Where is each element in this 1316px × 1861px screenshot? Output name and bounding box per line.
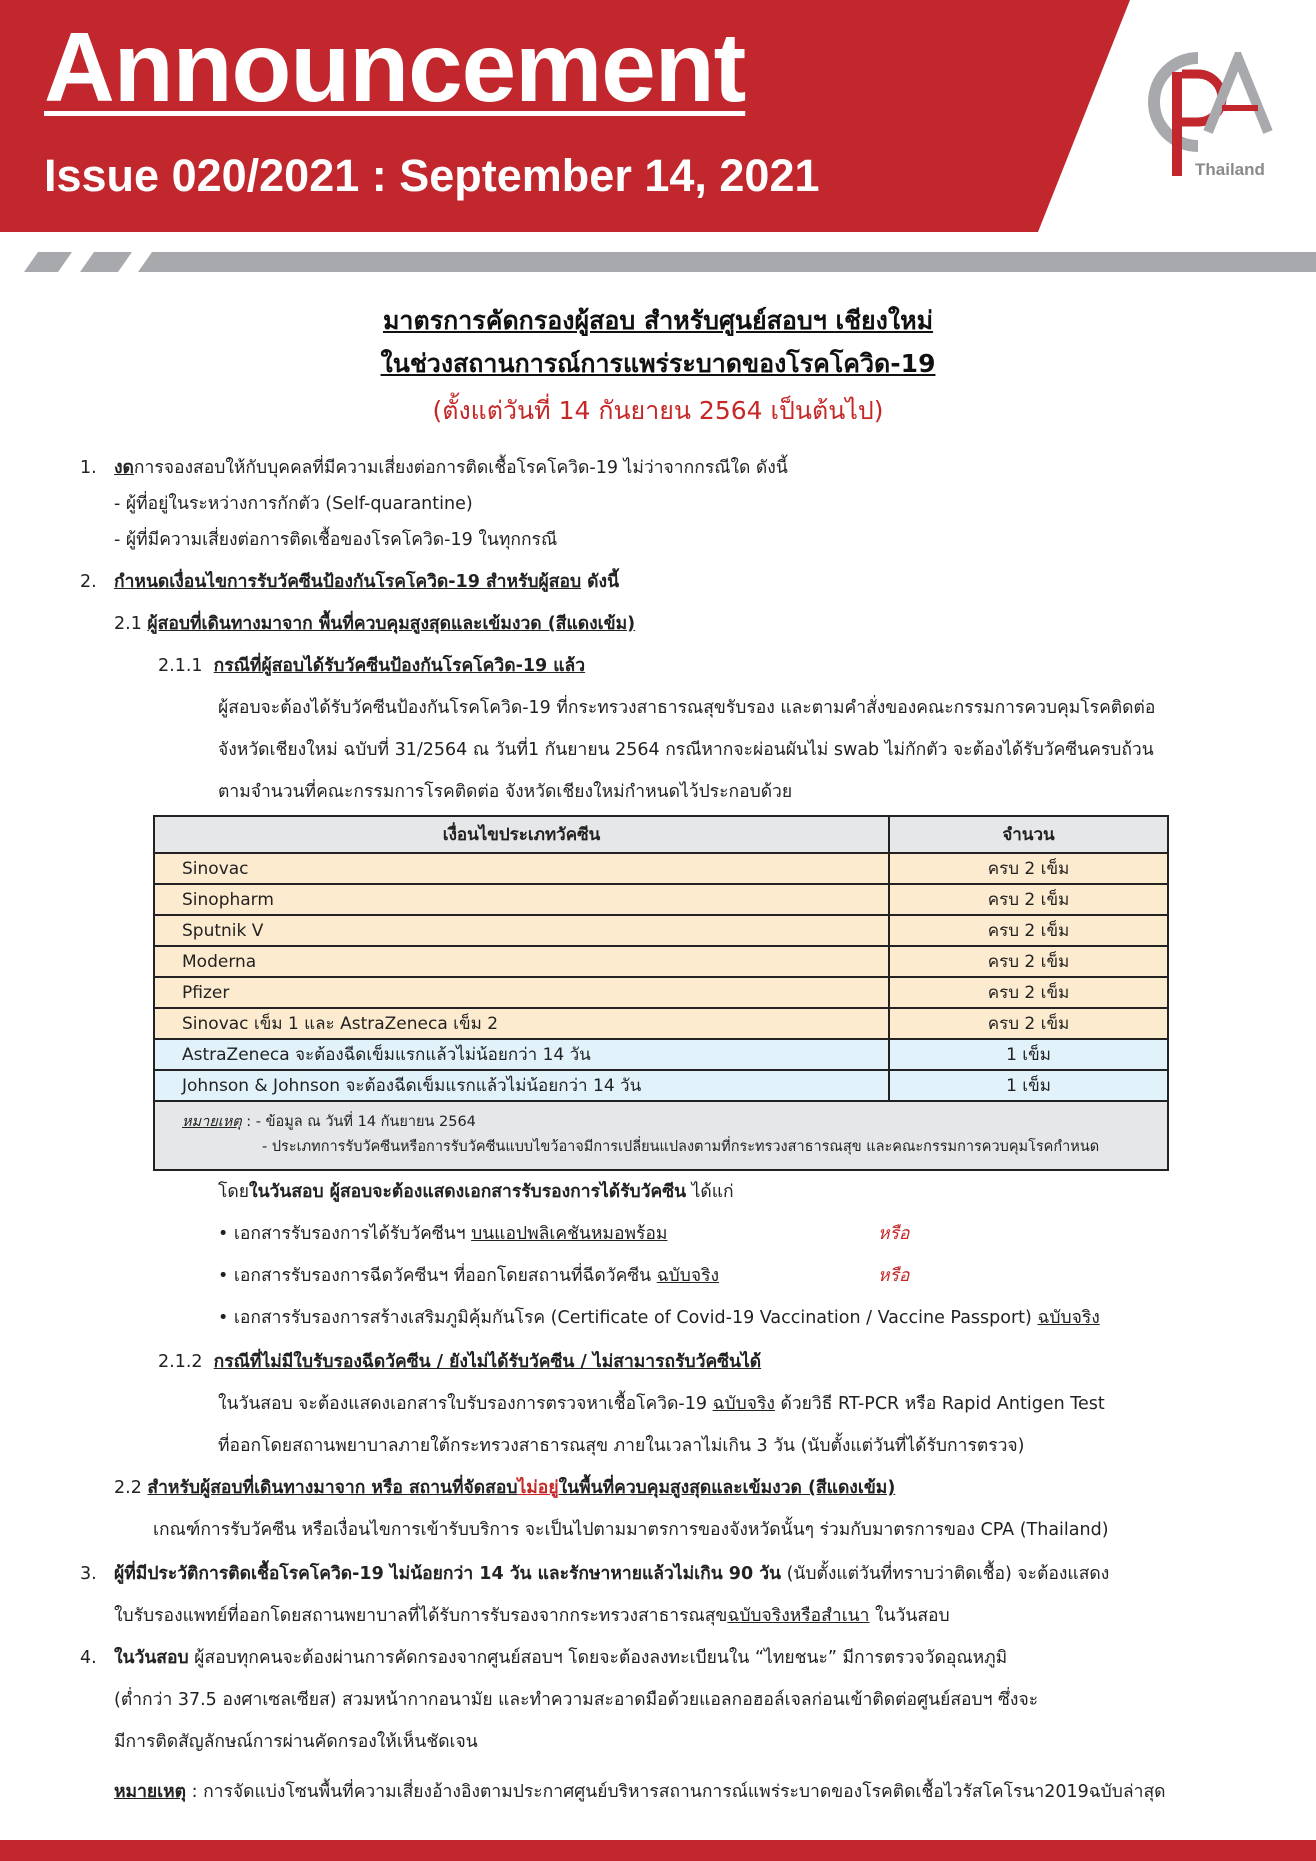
vaccine-amount: ครบ 2 เข็ม — [889, 884, 1168, 915]
issue-label: Issue 020/2021 : September 14, 2021 — [44, 150, 820, 201]
vaccine-name: Johnson & Johnson จะต้องฉีดเข็มแรกแล้วไม่น้อยกว่า 14 วัน — [154, 1070, 889, 1101]
table-note-row — [154, 1101, 1168, 1170]
vaccine-name: Sinopharm — [154, 884, 889, 915]
section-3-number: 3. — [80, 1564, 97, 1584]
section-4-text-2: (ต่ำกว่า 37.5 องศาเซลเซียส) สวมหน้ากากอนามัย และทำความสะอาดมือด้วยแอลกอฮอล์เจลก่อนเข้าติดต่อศูนย์สอบฯ ซึ่งจะ — [114, 1690, 1039, 1710]
vaccine-name: Moderna — [154, 946, 889, 977]
section-2-1-1-paragraph-2: จังหวัดเชียงใหม่ ฉบับที่ 31/2564 ณ วันที่1 กันยายน 2564 กรณีหากจะผ่อนผันไม่ swab ไม่กักตัว จะต้องได้รับวัคซีนครบถ้วน — [218, 740, 1154, 760]
vaccine-amount: ครบ 2 เข็ม — [889, 915, 1168, 946]
vaccine-amount: ครบ 2 เข็ม — [889, 1008, 1168, 1039]
table-note: หมายเหตุ : - ข้อมูล ณ วันที่ 14 กันยายน 2564 - ประเภทการรับวัคซีนหรือการรับวัคซีนแบบไขว้อาจมีการเปลี่ยนแปลงตามที่กระทรวงสาธารณสุข และคณะกรรมการควบคุมโรคกำหนด — [154, 1101, 1168, 1170]
section-2-1-2-heading: 2.1.2 กรณีที่ไม่มีใบรับรองฉีดวัคซีน / ยังไม่ได้รับวัคซีน / ไม่สามารถรับวัคซีนได้ — [158, 1352, 762, 1372]
table-row — [154, 1039, 1168, 1070]
table-row — [154, 946, 1168, 977]
table-row — [154, 1070, 1168, 1101]
documents-or-1: หรือ — [878, 1224, 910, 1244]
table-row — [154, 853, 1168, 884]
vaccine-amount: ครบ 2 เข็ม — [889, 946, 1168, 977]
section-2-1-1-heading: 2.1.1 กรณีที่ผู้สอบได้รับวัคซีนป้องกันโรคโควิด-19 แล้ว — [158, 656, 586, 676]
table-header-amount: จำนวน — [889, 816, 1168, 853]
section-2-1-2-paragraph-2: ที่ออกโดยสถานพยาบาลภายใต้กระทรวงสาธารณสุข ภายในเวลาไม่เกิน 3 วัน (นับตั้งแต่วันที่ได้รับการตรวจ) — [218, 1436, 1025, 1456]
documents-bullet-3: • เอกสารรับรองการสร้างเสริมภูมิคุ้มกันโรค (Certificate of Covid-19 Vaccination / Vaccine Passport) ฉบับจริง — [218, 1308, 1100, 1328]
table-row — [154, 915, 1168, 946]
vaccine-amount: 1 เข็ม — [889, 1039, 1168, 1070]
section-1-number: 1. — [80, 458, 97, 478]
section-3-text-2: ใบรับรองแพทย์ที่ออกโดยสถานพยาบาลที่ได้รับการรับรองจากกระทรวงสาธารณสุขฉบับจริงหรือสำเนา ในวันสอบ — [114, 1606, 950, 1626]
section-1-text: งดการจองสอบให้กับบุคคลที่มีความเสี่ยงต่อการติดเชื้อโรคโควิด-19 ไม่ว่าจากกรณีใด ดังนี้ — [114, 458, 788, 478]
documents-bullet-2: • เอกสารรับรองการฉีดวัคซีนฯ ที่ออกโดยสถานที่ฉีดวัคซีน ฉบับจริง — [218, 1266, 720, 1286]
documents-or-2: หรือ — [878, 1266, 910, 1286]
logo-thailand-text: Thailand — [1195, 160, 1265, 179]
section-2-1-1-paragraph-3: ตามจำนวนที่คณะกรรมการโรคติดต่อ จังหวัดเชียงใหม่กำหนดไว้ประกอบด้วย — [218, 782, 793, 802]
document-title-line2: ในช่วงสถานการณ์การแพร่ระบาดของโรคโควิด-19 — [380, 349, 936, 378]
vaccine-name: AstraZeneca จะต้องฉีดเข็มแรกแล้วไม่น้อยกว่า 14 วัน — [154, 1039, 889, 1070]
section-2-1-2-paragraph-1: ในวันสอบ จะต้องแสดงเอกสารใบรับรองการตรวจหาเชื้อโควิด-19 ฉบับจริง ด้วยวิธี RT-PCR หรือ Rapid Antigen Test — [218, 1394, 1105, 1414]
table-header-vaccine: เงื่อนไขประเภทวัคซีน — [154, 816, 889, 853]
vaccine-amount: ครบ 2 เข็ม — [889, 853, 1168, 884]
table-row — [154, 1008, 1168, 1039]
table-header-row — [154, 816, 1168, 853]
section-2-1-heading: 2.1 ผู้สอบที่เดินทางมาจาก พื้นที่ควบคุมสูงสุดและเข้มงวด (สีแดงเข้ม) — [114, 614, 636, 634]
section-2-1-1-paragraph-1: ผู้สอบจะต้องได้รับวัคซีนป้องกันโรคโควิด-19 ที่กระทรวงสาธารณสุขรับรอง และตามคำสั่งของคณะกรรมการควบคุมโรคติดต่อ — [218, 698, 1156, 718]
vaccine-name: Pfizer — [154, 977, 889, 1008]
document-title-line1: มาตรการคัดกรองผู้สอบ สำหรับศูนย์สอบฯ เชียงใหม่ — [382, 306, 934, 335]
section-4-number: 4. — [80, 1648, 97, 1668]
table-row — [154, 884, 1168, 915]
final-note: หมายเหตุ : การจัดแบ่งโซนพื้นที่ความเสี่ยงอ้างอิงตามประกาศศูนย์บริหารสถานการณ์แพร่ระบาดของโรคติดเชื้อไวรัสโคโรนา2019ฉบับล่าสุด — [114, 1782, 1166, 1802]
section-3-text-1: ผู้ที่มีประวัติการติดเชื้อโรคโควิด-19 ไม่น้อยกว่า 14 วัน และรักษาหายแล้วไม่เกิน 90 วัน (นับตั้งแต่วันที่ทราบว่าติดเชื้อ) จะต้องแสดง — [114, 1564, 1110, 1584]
section-2-number: 2. — [80, 572, 97, 592]
section-1-bullet-2: - ผู้ที่มีความเสี่ยงต่อการติดเชื้อของโรคโควิด-19 ในทุกกรณี — [114, 530, 558, 550]
vaccine-amount: ครบ 2 เข็ม — [889, 977, 1168, 1008]
section-4-text-3: มีการติดสัญลักษณ์การผ่านคัดกรองให้เห็นชัดเจน — [114, 1732, 478, 1752]
vaccine-table — [153, 815, 1169, 1171]
section-2-title: กำหนดเงื่อนไขการรับวัคซีนป้องกันโรคโควิด-19 สำหรับผู้สอบ ดังนี้ — [114, 572, 620, 592]
vaccine-amount: 1 เข็ม — [889, 1070, 1168, 1101]
section-2-2-paragraph: เกณฑ์การรับวัคซีน หรือเงื่อนไขการเข้ารับบริการ จะเป็นไปตามมาตรการของจังหวัดนั้นๆ ร่วมกับมาตรการของ CPA (Thailand) — [153, 1520, 1109, 1540]
section-1-bullet-1: - ผู้ที่อยู่ในระหว่างการกักตัว (Self-quarantine) — [114, 494, 473, 514]
section-4-text-1: ในวันสอบ ผู้สอบทุกคนจะต้องผ่านการคัดกรองจากศูนย์สอบฯ โดยจะต้องลงทะเบียนใน “ไทยชนะ” มีการตรวจวัดอุณหภูมิ — [114, 1648, 1008, 1668]
header-stripe — [0, 250, 1316, 274]
document-effective-date: (ตั้งแต่วันที่ 14 กันยายน 2564 เป็นต้นไป) — [432, 396, 884, 425]
footer-bar — [0, 1840, 1316, 1861]
documents-bullet-1: • เอกสารรับรองการได้รับวัคซีนฯ บนแอปพลิเคชันหมอพร้อม — [218, 1224, 668, 1244]
documents-intro: โดยในวันสอบ ผู้สอบจะต้องแสดงเอกสารรับรองการได้รับวัคซีน ได้แก่ — [218, 1182, 734, 1202]
vaccine-name: Sinovac เข็ม 1 และ AstraZeneca เข็ม 2 — [154, 1008, 889, 1039]
vaccine-name: Sinovac — [154, 853, 889, 884]
vaccine-name: Sputnik V — [154, 915, 889, 946]
section-2-2-heading: 2.2 สำหรับผู้สอบที่เดินทางมาจาก หรือ สถานที่จัดสอบไม่อยู่ในพื้นที่ควบคุมสูงสุดและเข้มงวด (สีแดงเข้ม) — [114, 1478, 896, 1498]
table-row — [154, 977, 1168, 1008]
announcement-title: Announcement — [44, 12, 746, 122]
